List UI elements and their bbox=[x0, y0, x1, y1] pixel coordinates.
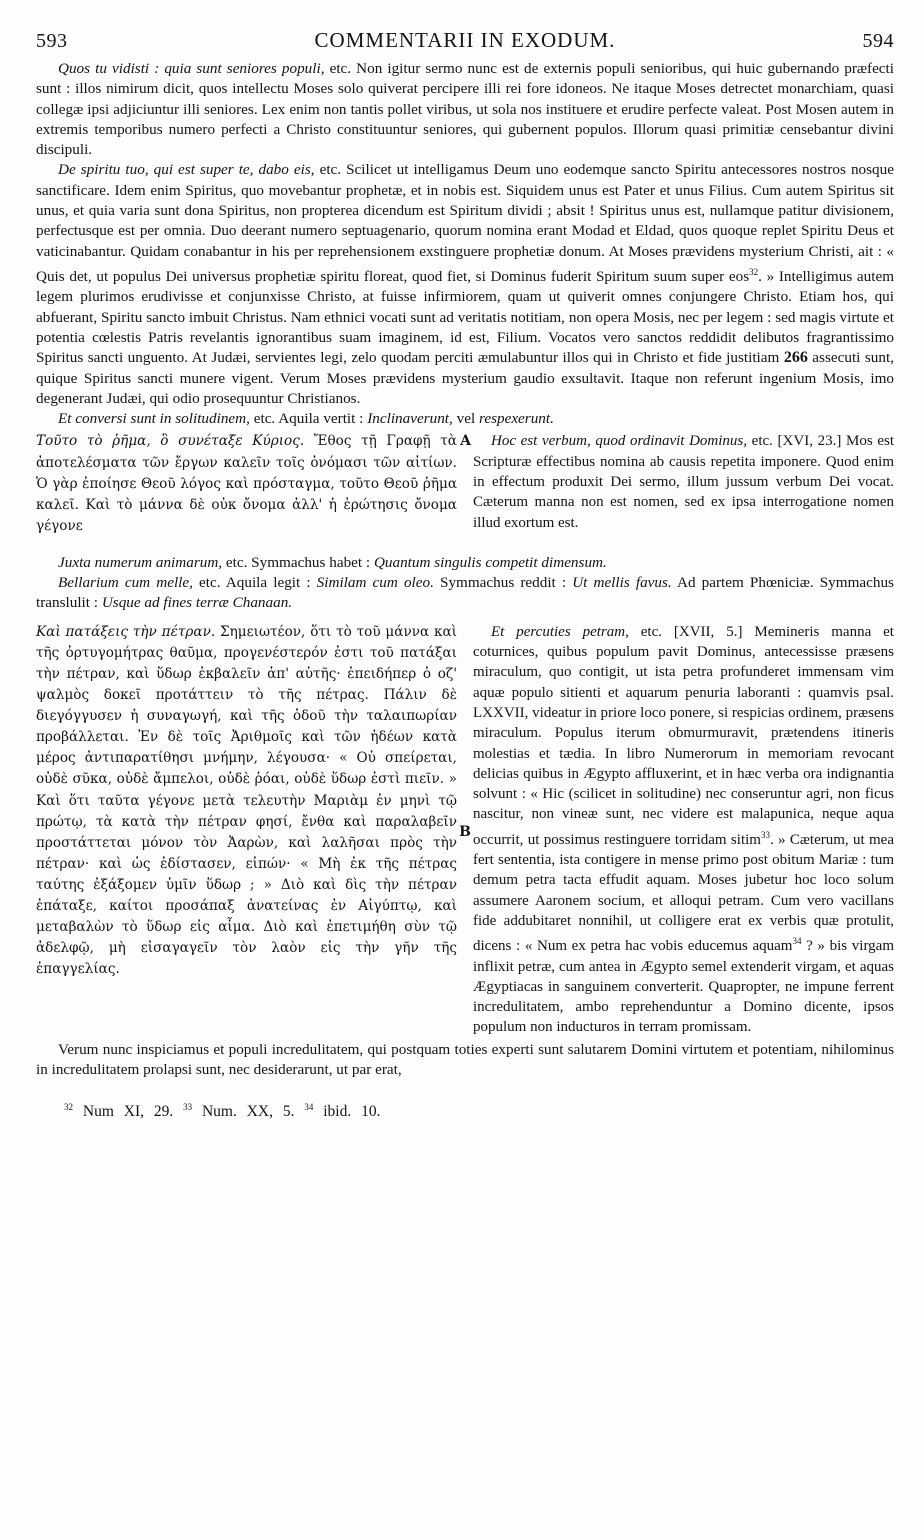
paragraph-text: etc. Scilicet ut intelligamus Deum uno eodemque sancto Spiritu antecessores nostros nosque sanctificare. Idem enim Spiritus, quo movebantur prophetæ, et in nobis est. Siquidem unus est Pater et unus Filius. Cum autem Spiritus sit unus, et quia varia sunt dona Spiritus, non propterea dicendum est Spiritum dividi ; absit ! Spiritus unus est, nullamque patitur divisionem, perfectusque est per omnia. Duo deerant numero septuagenario, quorum nomina erant Modad et Eldad, quos quoque replet Spiritu Deus et vaticinabantur. Quidam conabantur in his per reprehensionem exstinguere prophetiæ donum. At Moses prævidens mysterium Christi, ait : « Quis det, ut populus Dei universus prophetiæ spiritu floreat, quod fiet, si Dominus fuderit Spiritum suum super eos bbox=[36, 161, 894, 286]
lemma: De spiritu tuo, qui est super te, dabo eis, bbox=[58, 161, 315, 179]
greek-column bbox=[36, 622, 471, 1038]
paragraph-text: etc. Non igitur sermo nunc est de externis populi senioribus, qui huic gubernando præfecti sunt : illos nimirum dicit, quos intellectu Moses solo quiverat percipere illi rei fore idoneos. Ne itaque Moses detrectet monarchiam, quasi collegæ ipsi adjiciuntur illi seniores. Lex enim non tantis pollet viribus, ut sola nos instituere et erudire perfecte valeat. Post Mosen autem in extremis temporibus numero perfecti a Christo constituuntur seniores, qui gubernent populos. Illorum quasi primitiæ censebantur divini discipuli. bbox=[36, 60, 894, 159]
edition-page-number: 266 bbox=[783, 349, 808, 367]
variant-reading: Similam cum oleo. bbox=[316, 574, 434, 592]
greek-lemma: Τοῦτο τὸ ῥῆμα, ὃ συνέταξε Κύριος. bbox=[36, 433, 305, 450]
paragraph-verum bbox=[36, 1040, 894, 1081]
variant-reading: Inclinaverunt, bbox=[367, 410, 453, 428]
variant-reading: Ut mellis favus. bbox=[572, 574, 672, 592]
paragraph-text: Verum nunc inspiciamus et populi incredulitatem, qui postquam toties experti sunt salutarem Domini virtutem et potentiam, nihilominus in incredulitatem prolapsi sunt, nec desiderarunt, ut par erat, bbox=[36, 1040, 894, 1078]
paragraph-text: etc. Aquila vertit : bbox=[249, 410, 368, 428]
variant-reading: Quantum singulis competit dimensum. bbox=[373, 553, 607, 571]
variant-reading: respexerunt. bbox=[478, 410, 554, 428]
lemma: Et percuties petram, bbox=[491, 623, 629, 640]
paragraph-text: . » Intelligimus autem legem plurimos erudivisse et conjunxisse Christo, at fuisse infirmiorem, quam ut quiverit omnes conjungere Christo. Etiam hos, qui abfuerant, Spiritu sancto imbuit Christus. Nam ethnici vocati sunt ad veritatis notitiam, non opera Mosis, nec per legem : sed magis virtute et potentia cœlestis Patris revelantis ignorantibus suam imaginem, id est, Filium. Vocatos vero sanctos reddidit delibutos fragrantissimo Spiritus sancti unguento. At Judæi, servientes legi, zelo quodam perciti æmulabuntur illos qui in Christo et fide justitiam bbox=[36, 268, 895, 367]
greek-lemma: Καὶ πατάξεις τὴν πέτραν. bbox=[36, 623, 216, 640]
paragraph-text: etc. Aquila legit : bbox=[192, 574, 317, 592]
two-column-block-b bbox=[36, 622, 894, 1038]
variant-reading: Usque ad fines terræ Chanaan. bbox=[101, 594, 293, 612]
running-title: COMMENTARII IN EXODUM. bbox=[314, 28, 616, 52]
latin-column bbox=[473, 431, 894, 536]
commentary-lower bbox=[36, 1040, 894, 1081]
latin-text: . » Cæterum, ut mea fert sententia, ista contigere in mense primo post obitum Mariæ : tum demum petra tacta effudit aquam. Moses jubetur hoc loco solum assumere Aaronem socium, et alloqui petram. Cum vero vacillans fide addubitaret nonnihil, ut colligere erat ex verbis quæ protulit, dicens : « Num ex petra hac vobis educemus aquam bbox=[473, 831, 894, 955]
lemma: Quos tu vidisti : quia sunt seniores populi, bbox=[58, 60, 325, 77]
paragraph-bellarium bbox=[36, 573, 894, 614]
paragraph-spiritu bbox=[36, 160, 894, 409]
footnote-ref: 33 bbox=[760, 829, 770, 840]
footnotes bbox=[36, 1102, 894, 1121]
footnote-ref: 32 bbox=[749, 266, 759, 277]
paragraph-conversi bbox=[36, 409, 894, 429]
greek-column bbox=[36, 431, 471, 536]
latin-text: etc. [XVI, 23.] Mos est Scripturæ effectibus nomina ab causis repetita imponere. Quod enim in effectum produxit Dei sermo, illum jussum verbum Dei vocat. Cæterum manna non est nomen, sed ex ipsa interrogatione nomen illud exortum est. bbox=[473, 433, 894, 531]
footnote: $^{33}$ Num. XX, 5. bbox=[183, 1102, 295, 1121]
lemma: Et conversi sunt in solitudinem, bbox=[58, 410, 250, 428]
latin-text: ? » bis virgam inflixit petræ, cum antea in Ægypto semel extenderit virgam, et aquas Ægyptiacas in sanguinem converterit. Quapropter, ne impune ferrent incredulitatem, ambo reprehenduntur a Domino dicente, ipsos populum non inducturos in terram promissam. bbox=[473, 938, 894, 1036]
page-number-left: 593 bbox=[36, 30, 68, 52]
paragraph-text: etc. Symmachus habet : bbox=[222, 553, 374, 571]
footnote: $^{34}$ ibid. 10. bbox=[304, 1102, 381, 1121]
page-number-right: 594 bbox=[862, 30, 894, 52]
paragraph-text: Ad partem Phœniciæ. Symmachus translulit : bbox=[36, 574, 894, 612]
lemma: Juxta numerum animarum, bbox=[58, 553, 223, 571]
paragraph-text: Symmachus reddit : bbox=[433, 574, 573, 592]
latin-text: etc. [XVII, 5.] Memineris manna et coturnices, quibus populum pavit Dominus, antecessisse præsens miraculum, quo contigit, ut ista petra profunderet immensam vim aquæ populo sitienti et aquarum penuria laboranti : quamvis psal. LXXVII, videatur in priore loco ponere, si respicias ordinem, præsens miraculum. Populus iterum obmurmuravit, prætendens itineris molestias et tædia. In libro Numerorum in memoriam revocant delicias quibus in Ægypto affluxerint, et in hæc verba ora indignantia solvunt : « Hic (scilicet in solitudine) nec conseruntur agri, non ficus nascitur, non vineæ sunt, nec videre est malapunica, neque aqua occurrit, ut possimus restinguere torridam sitim bbox=[473, 623, 894, 848]
paragraph-seniores bbox=[36, 59, 894, 160]
paragraph-text: assecuti sunt, quique Spiritus sancti munere vigent. Verum Moses prævidens mysterium gaudio exsultavit. Itaque non referunt ingenium Mosis, imo degenerant Judæi, qui odio prosequuntur Christianos. bbox=[36, 349, 894, 407]
paragraph-text: vel bbox=[452, 410, 479, 428]
footnote-ref: 34 bbox=[792, 936, 802, 947]
lemma: Hoc est verbum, quod ordinavit Dominus, bbox=[491, 433, 748, 450]
latin-column bbox=[473, 622, 894, 1038]
commentary-upper bbox=[36, 59, 894, 429]
commentary-middle bbox=[36, 553, 894, 614]
column-marker: A bbox=[460, 433, 471, 450]
two-column-block-a bbox=[36, 431, 894, 536]
lemma: Bellarium cum melle, bbox=[58, 574, 193, 592]
greek-text: Σημειωτέον, ὅτι τὸ τοῦ μάννα καὶ τῆς ὀρτυγομήτρας θαῦμα, προγενέστερόν ἐστι τοῦ πατάξαι τὴν πέτραν, καὶ ὕδωρ ἐκβαλεῖν ἀπ' αὐτῆς· ἐπειδήπερ ὁ οζ' ψαλμὸς δοκεῖ προτάττειν τὸ τῆς πέτρας. Πάλιν δὲ διεγόγγυσεν ἡ συναγωγή, καὶ τῆς ὁδοῦ τὴν ταλαιπωρίαν προβάλλεται. Ἐν δὲ τοῖς Ἀριθμοῖς καὶ τῶν ἡδέων κατὰ μέρος ἀντιπαρατίθησι μνήμην, λέγουσα· « Οὐ σπείρεται, οὐδὲ σῦκα, οὐδὲ ἄμπελοι, οὐδὲ ῥόαι, οὐδὲ ὕδωρ ἐστὶ πιεῖν. » Καὶ ὅτι ταῦτα γέγονε μετὰ τελευτὴν Μαριὰμ ἐν μηνὶ τῷ πρώτῳ, τὰ κατὰ τὴν πέτραν φησί, ἔνθα καὶ παραλαβεῖν προστάττεται μόνον τὸν Ἀαρὼν, καὶ λαλῆσαι πρὸς τὴν πέτραν· καὶ ὡς ἐδίστασεν, εἰπών· « Μὴ ἐκ τῆς πέτρας ταύτης ἐξάξομεν ὑμῖν ὕδωρ ; » Διὸ καὶ δὶς τὴν πέτραν ἐπάταξε, καίτοι προσάπαξ ἀνατείνας ἐν Αἰγύπτῳ, καὶ μεταβαλὼν τὸ ὕδωρ εἰς αἷμα. Διὸ καὶ ἐπετιμήθη σὺν τῷ ἀδελφῷ, μὴ εἰσαγαγεῖν τὸν λαὸν εἰς τὴν γῆν τῆς ἐπαγγελίας. bbox=[36, 623, 457, 978]
column-marker: B bbox=[459, 823, 471, 840]
greek-text: Ἔθος τῇ Γραφῇ τὰ ἀποτελέσματα τῶν ἔργων καλεῖν τοῖς ὀνόμασι τῶν αἰτίων. Ὁ γὰρ ἐποίησε Θεοῦ λόγος καὶ πρόσταγμα, τοῦτο Θεοῦ ῥῆμα καλεῖ. Καὶ τὸ μάννα δὲ οὐκ ὄνομα ἀλλ' ἡ ἐρώτησις ὄνομα γέγονε bbox=[36, 433, 457, 534]
running-header bbox=[36, 28, 894, 53]
footnote: $^{32}$ Num XI, 29. bbox=[64, 1102, 174, 1121]
paragraph-juxta bbox=[36, 553, 894, 573]
